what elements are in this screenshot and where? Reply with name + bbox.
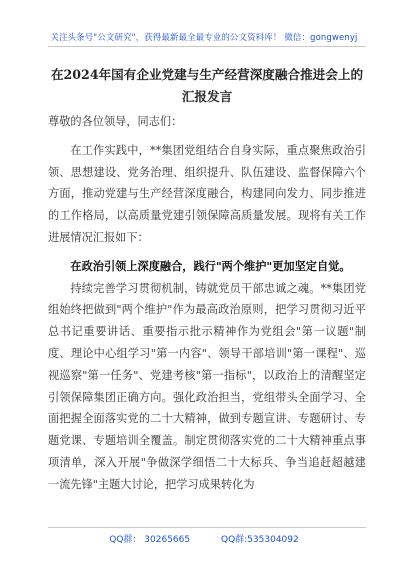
footer-divider [48,527,366,528]
document-title: 在2024年国有企业党建与生产经营深度融合推进会上的汇报发言 [50,67,364,104]
header-divider [48,46,366,47]
salutation: 尊敬的各位领导，同志们： [48,115,183,128]
section-heading: 在政治引领上深度融合，践行"两个维护"更加坚定自觉。 [70,258,351,273]
document-body [48,111,366,496]
header-promo: 关注头条号"公文研究"，获得最新最全最专业的公文资料库！ 微信：gongwenyj [50,32,358,42]
intro-paragraph: 在工作实践中，**集团党组结合自身实际，重点聚焦政治引领、思想建设、党务治理、组织提升、队伍建设、监督保障六个方面，推动党建与生产经营深度融合，构建同向发力、同步推进的工作格局，以高质量党建引领保障高质量发展。现将有关工作进展情况汇报如下： [48,143,366,244]
footer [0,532,408,545]
footer-qq-group-1: QQ群： 30265665 [109,535,191,545]
footer-qq-group-2: QQ群:535304092 [220,535,299,545]
section-paragraph: 持续完善学习贯彻机制，铸就党员干部忠诚之魂。**集团党组始终把做到"两个维护"作为最高政治原则，把学习贯彻习近平总书记重要讲话、重要指示批示精神作为党组会"第一议题"制度、理论中心组学习"第一内容"、领导干部培训"第一课程"、巡视巡察"第一任务"、党建考核"第一指标"，以政治上的清醒坚定引领保障集团正确方向。强化政治担当，党组带头全面学习、全面把握全面落实党的二十大精神，做到专题宣讲、专题研讨、专题党课、专题培训全覆盖。制定贯彻落实党的二十大精神重点事项清单，深入开展"争做深学细悟二十大标兵、争当追赶超越建一流先锋"主题大讨论，把学习成果转化为 [48,281,366,491]
